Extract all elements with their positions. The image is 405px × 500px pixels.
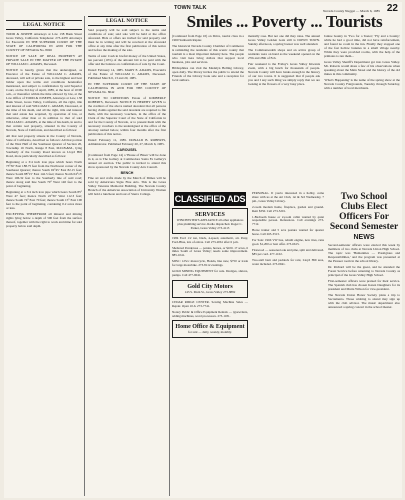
gold-city-text: 143 S. Main St., Grass Valley 273-8882 (184, 289, 236, 294)
classified-column-2 (252, 192, 324, 496)
story-paragraph: The Commonwealth shops and an active group of residents were on hand as the weekend opened on the 27th and 28th of Feb. (248, 48, 320, 60)
classified-ad: Horse trainer and 5 acre pasture wanted for quarter horse. Call 265-3313. (252, 228, 324, 237)
notice-paragraph: NOTICE is hereby given that the undersigned, as Executor of the Estate of WILLIAM C. ADAMS, deceased, will sell at private sale, to the highest and best bidder upon the terms and conditions hereinafter mentioned, and subject to confirmation by said Superior Court, on the 3rd day of April, 1985, at the hour of 10:00 a.m., or thereafter within the time allowed by law, at the Law Office of TODD & JOSEPH, Attorneys at Law, 138 Bank Street, Grass Valley, California, all the right, title and interest of said WILLIAM C. ADAMS, Deceased, at the time of his death, and all the right, title and interest that said estate has acquired, by operation of law, or otherwise, other than or in addition to that of said WILLIAM C. ADAMS, at the time of his death, in and to that certain real property, situated in the County of Nevada, State of California, and described as follows: (6, 68, 82, 132)
classified-ad: 1-Bedroom house or 2-room cabin wanted by quiet responsible person. References. Call evenings 273-7712. (252, 214, 324, 227)
story-paragraph: The Nevada Union Honor Society plans a trip to Sacramento. Those wishing to attend may sign up with the club advisor. The music department also announced a spring concert in the school theater. (328, 293, 400, 309)
column-divider (169, 16, 170, 496)
legal-notice-heading: LEGAL NOTICE (88, 16, 166, 26)
services-heading: SERVICES (195, 212, 225, 218)
classified-ad: MISC: 125cc motorcycle, Honda, like new, $750 or trade for large motorbike. 273-8112 evenings. (172, 259, 248, 268)
story-paragraph: Janine bounty in 'Two for a Teeter,' 'Fly and a bounty,' while he had a good time, did not have reinforcement, and found no room in the inn. Finally they stopped one of the fast hollow bunnies in a small village nearby. While they were provided rooms, with the help of the primates to run them... (324, 34, 400, 58)
classified-ads-banner: CLASSIFIED ADS (174, 194, 246, 204)
notice-paragraph: Said property will be sold subject to the terms and conditions of sale; said sale will be held at the office aforesaid. Bids or offers are invited for said property and must be in writing and will be received at the aforesaid office at any time after the first publication of this notice and before the making of the sale. (88, 28, 166, 52)
notice-paragraph: Dated: February 11, 1985. DONALD B. ROBERTS, Administrator. Published February 20, 27, March 6, 1985. (88, 138, 166, 146)
legal-notice-column-2 (88, 16, 166, 496)
carousel-text: (Continued from Page 14) a 'House of Blues' will be done in it, as is The Gallery at Commodore Santa Fe Gallery's annual art auction. The public is invited to attend this show sponsored by the Nevada County Arts Council. (88, 153, 166, 169)
running-title: Nevada County Nugget — March 6, 1985 (323, 9, 380, 13)
notice-paragraph: NOTICE OF SALE OF REAL PROPERTY AT PRIVATE SALE IN THE MATTER OF THE ESTATE OF WILLIAM C. ADAMS, Deceased. (6, 54, 82, 66)
story-paragraph: 'What's Happening' is the name of the spring show at the Nevada County Fairgrounds, Tuesday through Saturday, with a number of local merchants. (324, 78, 400, 90)
news-label: NEWS (353, 234, 375, 241)
classified-ad: Firewood — seasoned oak and pine, split and delivered. $85 per cord. 477-1102. (252, 247, 324, 256)
notice-paragraph: TODD & JOSEPH Attorneys at Law 138 Bank Street Grass Valley, California Telephone: 273-4476 Attorneys for Executrix IN THE SUPERIOR COURT OF THE STATE OF CALIFORNIA IN AND FOR THE COUNTY OF NEVADA No. 8026 (6, 32, 82, 52)
classified-ad: Sheltered Ponderosa — ponies, horses, or $100. 17 acres, 6 miles South of Grass Valley; needs some improvement. 885-1041. (172, 245, 248, 258)
notice-paragraph: Terms of sale: Cash in lawful money of the United States, ten percent (10%) of the amount bid to be paid with the offer and the balance on confirmation of sale by the Court. (88, 54, 166, 66)
story-paragraph: The historical Nevada County Chamber of Commerce is reminding the residents of this scenic county that tourism is a most important industry here. The people who visit here bring dollars that support local business, jobs and services. (172, 44, 244, 64)
classified-ad: 2-room modern home, fireplace, garden and ground. Rent $350. Call 273-5201. (252, 204, 324, 213)
notice-paragraph: EXCEPTING THEREFROM all mineral and mining rights lying below a depth of 500 feet from the surface thereof, together with the right to work and mine for said property below said depth. (6, 212, 82, 228)
legal-notice-heading: LEGAL NOTICE (6, 20, 82, 30)
notice-paragraph: IN THE SUPERIOR COURT OF THE STATE OF CALIFORNIA IN AND FOR THE COUNTY OF NEVADA No. 8042 (88, 82, 166, 94)
classified-ad: GOLD MINING EQUIPMENT for sale. Dredges, sluices, pumps. Call 477-9041. (172, 269, 248, 277)
story-paragraph: Second-semester officers were elected this week by members of two clubs at Nevada Union High School. The topic was 'Humanities — Prestigious and Responsibilities,' and the program was presented at the Pioneer room in the school library. (328, 243, 400, 263)
school-clubs-story (328, 192, 400, 496)
classified-ad: Notary Public & Office Equipment Rentals — typewriters, adding machines, word processors. 273-1181. (172, 309, 248, 318)
story-paragraph: mentally rose. But not one did they raise. The annual Grass Valley Golden Gala still is DOWN TOWN. Sunday afternoon, a spring bazaar was well attended. (248, 34, 320, 46)
bench-heading: BENCH (120, 171, 134, 175)
gold-city-motors-ad (172, 280, 248, 298)
classified-ad: Two-stall barn and paddock for rent, Lloyd Hill area, water included. 273-0941. (252, 257, 324, 266)
legal-notice-column-1 (6, 20, 82, 496)
services-text: WINCHESTER'S APPLIANCE all other appliances plus plumbing service. Radio dispatched. Roger C. Parker, Grass Valley 273-4113 (176, 218, 244, 230)
page-number: 22 (386, 3, 398, 14)
story-column-2 (248, 34, 320, 190)
classified-ad: For Sale: 1966 VW bus, rebuilt engine, new tires, runs good. $1,200 or best offer. 273-6615. (252, 238, 324, 246)
section-label: TOWN TALK (174, 5, 207, 11)
classified-ad: CEDAR RIDGE CENTER. Sewing Machine Sales — Repair. Open 10-6. 273-7741. (172, 299, 248, 308)
classified-ad: PERSONAL. If you're interested in a hobby, come share with us at the Art Club, 1st & 3rd Wednesday, 7 pm., Grass Valley Library. (252, 192, 324, 203)
services-ad (172, 208, 248, 234)
story-paragraph: Fair weekend is the Friday's Grass Valley Kiwanis event, with a big lunch for thousands of people. Nevada County will have banks enough in the history of our two towns. It is suggested that if people ask you and I any such thing we simply reply that we are looking at the flowers of a very busy place. (248, 62, 320, 86)
story-column-1 (172, 34, 244, 190)
notice-paragraph: NOTICE TO CREDITORS Estate of KIMBERLY ROBERTS, Deceased. NOTICE IS HEREBY GIVEN to the creditors of the above named decedent that all persons having claims against the said decedent are required to file them, with the necessary vouchers, in the office of the Clerk of the Superior Court of the State of California in and for the County of Nevada, or to present them with the necessary vouchers to the undersigned at the office of the attorney named below, within four months after the first publication of this notice. (88, 96, 166, 136)
story-headline: Two School Clubs Elect Officers For Second Semester (329, 192, 399, 232)
carousel-heading: CAROUSEL (116, 148, 138, 152)
office-text: for rent — daily, weekly, monthly. (188, 330, 232, 335)
story-body (328, 243, 400, 311)
story-paragraph: Dr. Richard will be the guest, and he attended the Forest Service before returning to Nevada County as principal of the Grass Valley High School. (328, 265, 400, 277)
bench-text: Fine art and crafts made by the March of Dimes will be sold by Americana Signs Fine Arts. This is the Grass Valley Veterans Memorial Building. The Nevada County Branch of the American Association of University Women will hold a luncheon and tour of Sierra College. (88, 176, 166, 196)
story-paragraph: First-semester officers were praised for their service. The Spanish club has chosen Karen Daughters for its president and Maria Wilson for vice-president. (328, 279, 400, 291)
office-equipment-ad (172, 320, 248, 338)
story-paragraph: Grass Valley Sheriff's Department got into Grass Valley. Mr. Roberts would share a few of his observations when speaking about the Main Street and the history of the old mines in this community. (324, 60, 400, 76)
headline: Smiles ... Poverty ... Tourists (186, 12, 383, 31)
notice-paragraph: Beginning at a 3/4 inch iron pipe which bears South 85° West 47 feet; thence North 22°30' West 112.3 feet; thence South 74° East 70 feet; thence South 15° East 100 feet to the point of beginning, containing 0.2 acres more or less. (6, 190, 82, 210)
story-paragraph: Bibliophiles can visit the Madelyn Helling Library, open daily. The library invites the public to attend the Friends of the Library book sale and a reception for local authors. (172, 66, 244, 82)
classified-ad: 1984 Ford 1/2 ton, black, 4-speed, automatic, air. Pony, Ford-Blue, lots of extras. Call 273-2061 after 6 p.m. (172, 235, 248, 244)
newspaper-page (4, 2, 402, 498)
notice-paragraph: Dated: February 14, 1985. MARY E. ADAMS, Executrix of the Estate of WILLIAM C. ADAMS, Deceased. Published March 6, 13 and 20, 1985. (88, 68, 166, 80)
column-divider (84, 16, 85, 496)
story-column-3 (324, 34, 400, 190)
office-heading: Home Office & Equipment (175, 324, 245, 331)
story-paragraph: (Continued from Page 10) on Drive, tourist class in a 1960 Sunbeam Rapier. (172, 34, 244, 42)
classified-column-1 (172, 208, 248, 496)
notice-paragraph: All that real property situate in the County of Nevada, State of California, described as follows: All that portion of the West Half of the Southeast Quarter of Section 20, Township 16 North, Range 8 East, M.D.B.&M., lying Southerly of the County Road known as Lloyd Hill Road, more particularly described as follows: (6, 134, 82, 158)
notice-paragraph: Beginning at a 3/4 inch iron pipe which bears North 73°30' East 188.75 feet from the Northwest corner of the Southeast Quarter; thence South 02°45' East 82.15 feet; thence South 88°15' East 142.5 feet; thence North 04°15' West 106.32 feet to the Southerly line of said road; thence along said line South 70° West 140 feet to the point of beginning. (6, 160, 82, 188)
gold-city-heading: Gold City Motors (187, 283, 233, 290)
